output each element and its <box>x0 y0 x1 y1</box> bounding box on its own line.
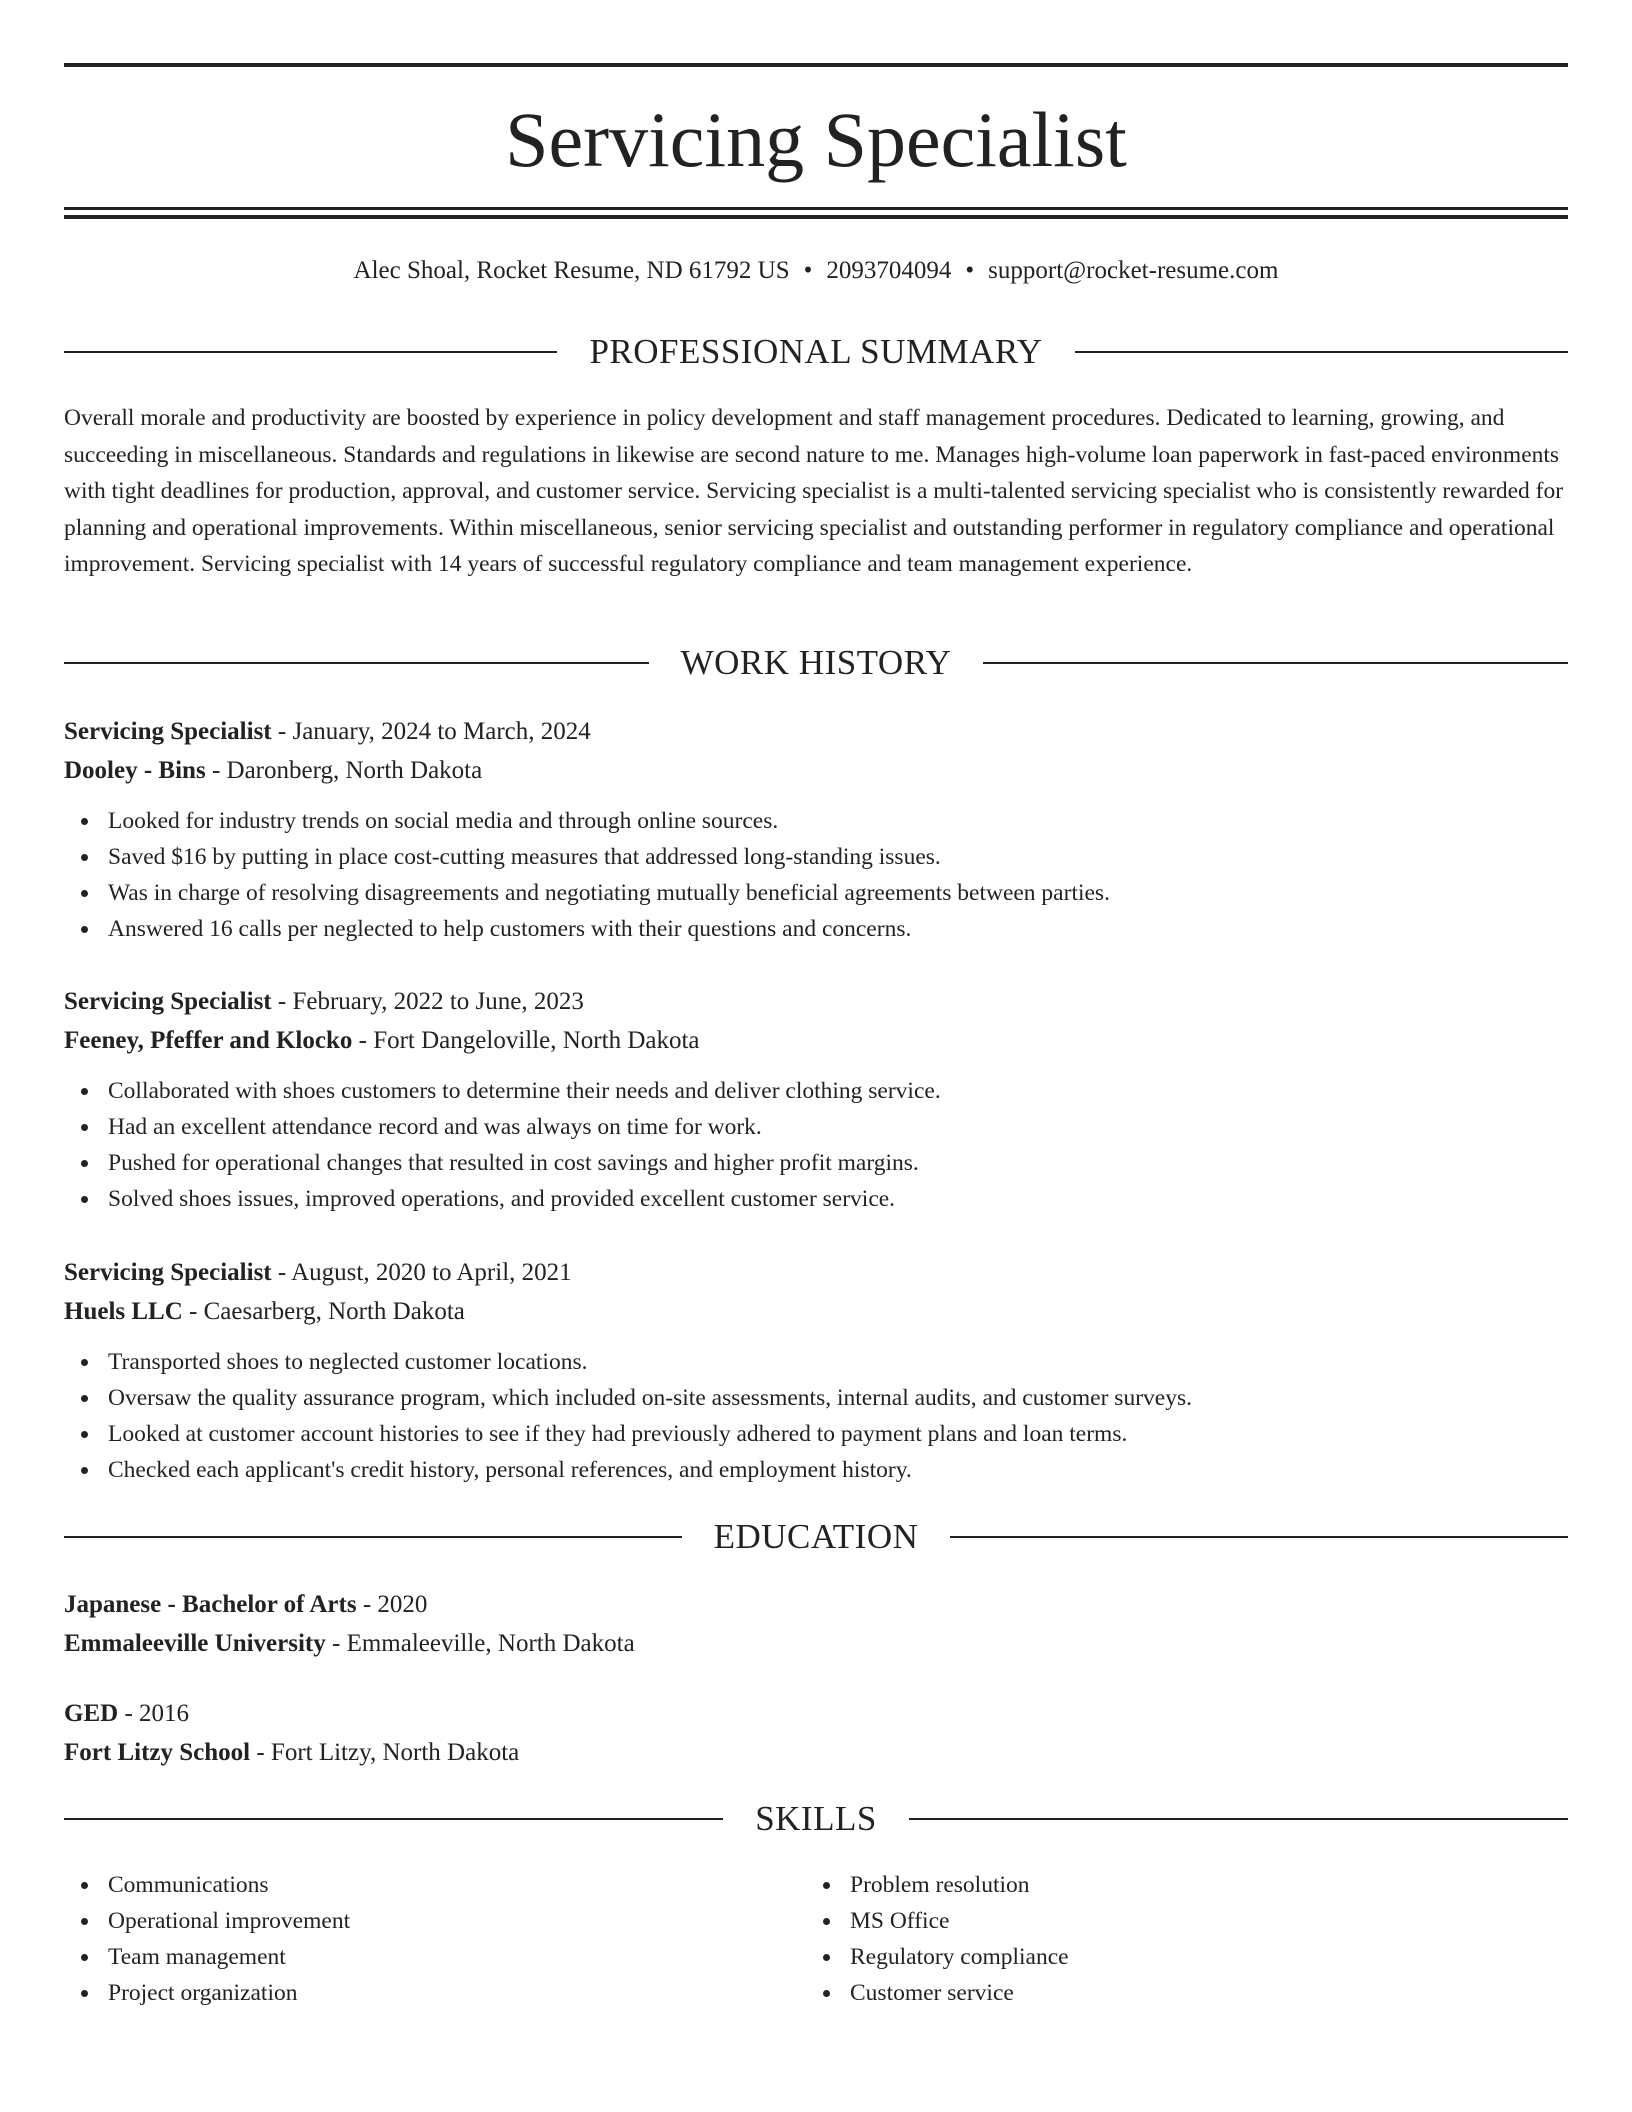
section-title: PROFESSIONAL SUMMARY <box>589 332 1043 371</box>
section-title: SKILLS <box>755 1799 877 1838</box>
resume-name: Servicing Specialist <box>505 96 1127 183</box>
skills-heading <box>64 1799 1568 1839</box>
school: Fort Litzy School <box>64 1739 251 1766</box>
header-rule-lower <box>64 215 1568 219</box>
school-line <box>64 1624 1568 1663</box>
heading-rule <box>64 662 649 664</box>
education-entry <box>64 1585 1568 1663</box>
skill-item: Team management <box>64 1939 806 1975</box>
job-title: Servicing Specialist <box>64 988 272 1015</box>
top-rule <box>64 63 1568 67</box>
job-company-line <box>64 751 1568 790</box>
summary-text: Overall morale and productivity are boosted by experience in policy development and staff management procedures. Dedicated to learning, growing, and succeeding in miscellaneous. Standards and regulations in likewise are second nature to me. Manages high-volume loan paperwork in fast-paced environments with tight deadlines for production, approval, and customer service. Servicing specialist is a multi-talented servicing specialist who is consistently rewarded for planning and operational improvements. Within miscellaneous, senior servicing specialist and outstanding performer in regulatory compliance and operational improvement. Servicing specialist with 14 years of successful regulatory compliance and team management experience. <box>64 405 1564 577</box>
heading-rule <box>64 1818 723 1820</box>
skill-item: Project organization <box>64 1975 806 2011</box>
list-item: Looked for industry trends on social media and through online sources. <box>64 803 1568 839</box>
skill-item: Problem resolution <box>806 1867 1548 1903</box>
skill-item: Operational improvement <box>64 1903 806 1939</box>
job-entry <box>64 1253 1568 1488</box>
school: Emmaleeville University <box>64 1630 326 1657</box>
school-location: - Emmaleeville, North Dakota <box>325 1630 635 1657</box>
contact-address: Alec Shoal, Rocket Resume, ND 61792 US <box>353 257 790 284</box>
skills-list <box>64 1867 1568 2011</box>
job-dates: - February, 2022 to June, 2023 <box>271 988 584 1015</box>
job-dates: - January, 2024 to March, 2024 <box>271 718 591 745</box>
skill-item: MS Office <box>806 1903 1548 1939</box>
job-entry <box>64 982 1568 1217</box>
skills-column-left <box>64 1867 806 2011</box>
degree: Japanese - Bachelor of Arts <box>64 1591 357 1618</box>
heading-rule <box>64 1536 682 1538</box>
heading-rule <box>64 351 557 353</box>
heading-rule <box>909 1818 1568 1820</box>
list-item: Checked each applicant's credit history, personal references, and employment history. <box>64 1452 1568 1488</box>
job-company-line <box>64 1292 1568 1331</box>
job-bullets <box>64 803 1568 947</box>
degree-line <box>64 1585 1568 1624</box>
job-company: Dooley - Bins <box>64 757 206 784</box>
job-location: - Fort Dangeloville, North Dakota <box>352 1027 700 1054</box>
job-location: - Daronberg, North Dakota <box>205 757 483 784</box>
skill-item: Customer service <box>806 1975 1548 2011</box>
degree-year: - 2016 <box>118 1700 190 1727</box>
job-company: Feeney, Pfeffer and Klocko <box>64 1027 353 1054</box>
heading-rule <box>1075 351 1568 353</box>
summary-heading <box>64 332 1568 372</box>
work-history-heading <box>64 643 1568 683</box>
heading-rule <box>950 1536 1568 1538</box>
list-item: Oversaw the quality assurance program, which included on-site assessments, internal audits, and customer surveys. <box>64 1380 1568 1416</box>
skill-item: Regulatory compliance <box>806 1939 1548 1975</box>
list-item: Had an excellent attendance record and was always on time for work. <box>64 1109 1568 1145</box>
section-title: EDUCATION <box>713 1517 919 1556</box>
degree: GED <box>64 1700 119 1727</box>
job-company: Huels LLC <box>64 1298 183 1325</box>
list-item: Solved shoes issues, improved operations, and provided excellent customer service. <box>64 1181 1568 1217</box>
job-title-line <box>64 982 1568 1021</box>
degree-year: - 2020 <box>356 1591 428 1618</box>
job-company-line <box>64 1021 1568 1060</box>
job-title-line <box>64 712 1568 751</box>
contact-email: support@rocket-resume.com <box>988 257 1279 284</box>
education-entry <box>64 1694 1568 1772</box>
job-bullets <box>64 1073 1568 1217</box>
list-item: Collaborated with shoes customers to determine their needs and deliver clothing service. <box>64 1073 1568 1109</box>
school-line <box>64 1733 1568 1772</box>
degree-line <box>64 1694 1568 1733</box>
list-item: Saved $16 by putting in place cost-cutting measures that addressed long-standing issues. <box>64 839 1568 875</box>
list-item: Looked at customer account histories to see if they had previously adhered to payment plans and loan terms. <box>64 1416 1568 1452</box>
list-item: Transported shoes to neglected customer locations. <box>64 1344 1568 1380</box>
job-entry <box>64 712 1568 947</box>
list-item: Was in charge of resolving disagreements and negotiating mutually beneficial agreements between parties. <box>64 875 1568 911</box>
header-rule-upper <box>64 207 1568 210</box>
list-item: Pushed for operational changes that resulted in cost savings and higher profit margins. <box>64 1145 1568 1181</box>
heading-rule <box>983 662 1568 664</box>
skills-column-right <box>806 1867 1548 2011</box>
job-location: - Caesarberg, North Dakota <box>182 1298 465 1325</box>
job-dates: - August, 2020 to April, 2021 <box>271 1259 572 1286</box>
job-title: Servicing Specialist <box>64 718 272 745</box>
job-title: Servicing Specialist <box>64 1259 272 1286</box>
contact-line <box>64 255 1568 287</box>
school-location: - Fort Litzy, North Dakota <box>250 1739 520 1766</box>
education-heading <box>64 1517 1568 1557</box>
skill-item: Communications <box>64 1867 806 1903</box>
section-title: WORK HISTORY <box>680 643 952 682</box>
job-title-line <box>64 1253 1568 1292</box>
list-item: Answered 16 calls per neglected to help customers with their questions and concerns. <box>64 911 1568 947</box>
contact-separator: • <box>965 257 975 284</box>
contact-separator: • <box>803 257 813 284</box>
job-bullets <box>64 1344 1568 1488</box>
contact-phone: 2093704094 <box>826 257 952 284</box>
